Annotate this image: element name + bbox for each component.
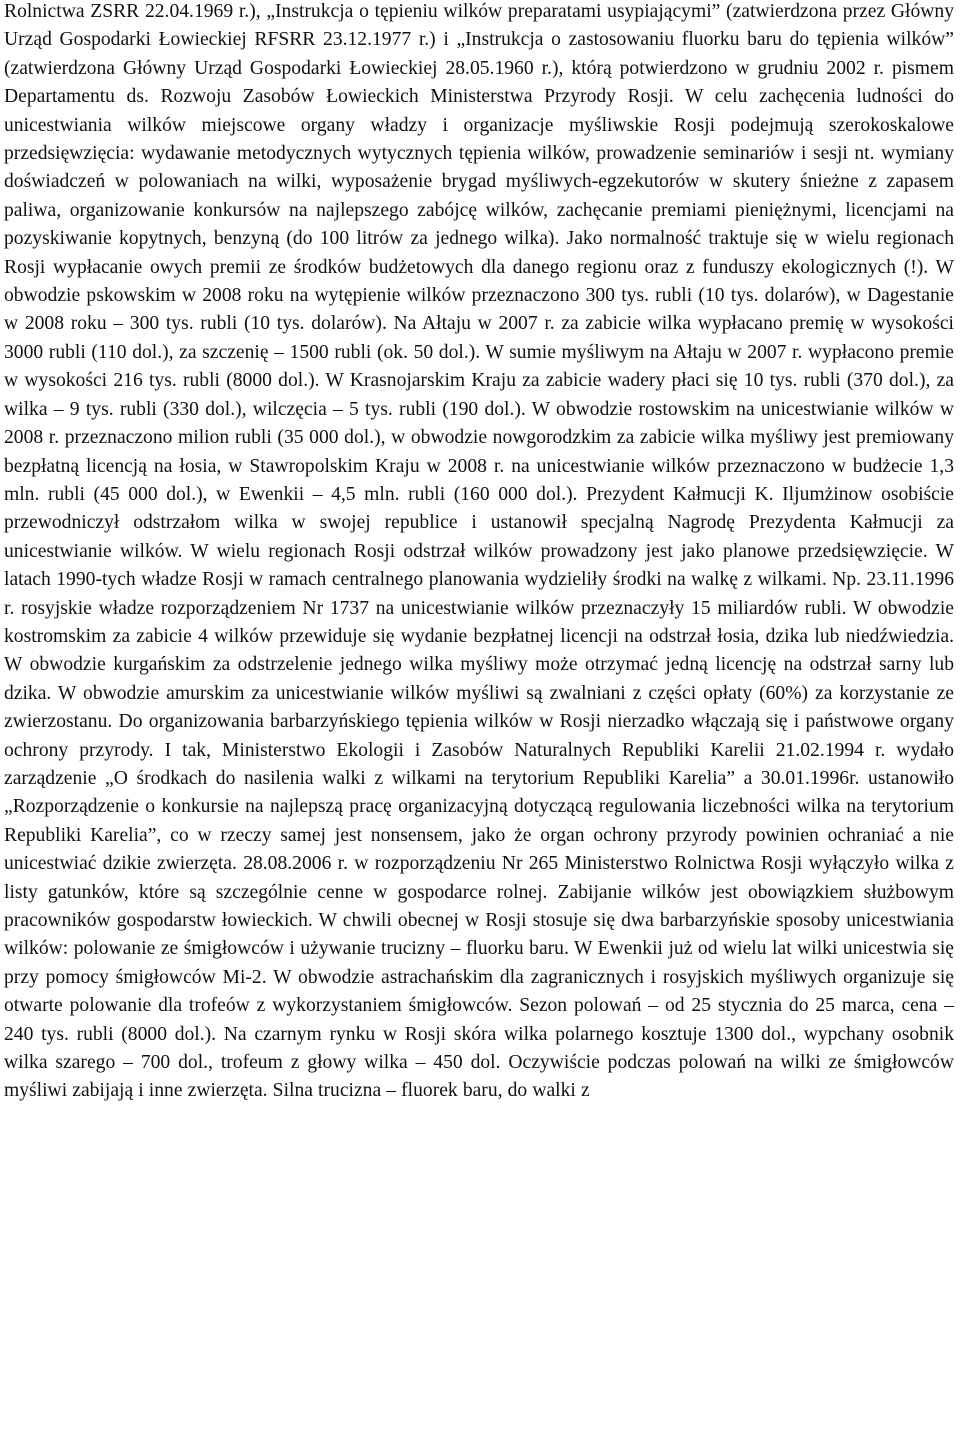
- body-paragraph: Rolnictwa ZSRR 22.04.1969 r.), „Instrukcja o tępieniu wilków preparatami usypiającymi” (zatwierdzona przez Główny Urząd Gospodarki Łowieckiej RFSRR 23.12.1977 r.) i „Instrukcja o zastosowaniu fluorku baru do tępienia wilków” (zatwierdzona Główny Urząd Gospodarki Łowieckiej 28.05.1960 r.), którą potwierdzono w grudniu 2002 r. pismem Departamentu ds. Rozwoju Zasobów Łowieckich Ministerstwa Przyrody Rosji. W celu zachęcenia ludności do unicestwiania wilków miejscowe organy władzy i organizacje myśliwskie Rosji podejmują szerokoskalowe przedsięwzięcia: wydawanie metodycznych wytycznych tępienia wilków, prowadzenie seminariów i sesji nt. wymiany doświadczeń w polowaniach na wilki, wyposażenie brygad myśliwych-egzekutorów w skutery śnieżne z zapasem paliwa, organizowanie konkursów na najlepszego zabójcę wilków, zachęcanie premiami pieniężnymi, licencjami na pozyskiwanie kopytnych, benzyną (do 100 litrów za jednego wilka). Jako normalność traktuje się w wielu regionach Rosji wypłacanie owych premii ze środków budżetowych dla danego regionu oraz z funduszy ekologicznych (!). W obwodzie pskowskim w 2008 roku na wytępienie wilków przeznaczono 300 tys. rubli (10 tys. dolarów), w Dagestanie w 2008 roku – 300 tys. rubli (10 tys. dolarów). Na Ałtaju w 2007 r. za zabicie wilka wypłacano premię w wysokości 3000 rubli (110 dol.), za szczenię – 1500 rubli (ok. 50 dol.). W sumie myśliwym na Ałtaju w 2007 r. wypłacono premie w wysokości 216 tys. rubli (8000 dol.). W Krasnojarskim Kraju za zabicie wadery płaci się 10 tys. rubli (370 dol.), za wilka – 9 tys. rubli (330 dol.), wilczęcia – 5 tys. rubli (190 dol.). W obwodzie rostowskim na unicestwianie wilków w 2008 r. przeznaczono milion rubli (35 000 dol.), w obwodzie nowgorodzkim za zabicie wilka myśliwy jest premiowany bezpłatną licencją na łosia, w Stawropolskim Kraju w 2008 r. na unicestwianie wilków przeznaczono w budżecie 1,3 mln. rubli (45 000 dol.), w Ewenkii – 4,5 mln. rubli (160 000 dol.). Prezydent Kałmucji K. Iljumżinow osobiście przewodniczył odstrzałom wilka w swojej republice i ustanowił specjalną Nagrodę Prezydenta Kałmucji za unicestwianie wilków. W wielu regionach Rosji odstrzał wilków prowadzony jest jako planowe przedsięwzięcie. W latach 1990-tych władze Rosji w ramach centralnego planowania wydzieliły środki na walkę z wilkami. Np. 23.11.1996 r. rosyjskie władze rozporządzeniem Nr 1737 na unicestwianie wilków przeznaczyły 15 miliardów rubli. W obwodzie kostromskim za zabicie 4 wilków przewiduje się wydanie bezpłatnej licencji na odstrzał łosia, dzika lub niedźwiedzia. W obwodzie kurgańskim za odstrzelenie jednego wilka myśliwy może otrzymać jedną licencję na odstrzał sarny lub dzika. W obwodzie amurskim za unicestwianie wilków myśliwi są zwalniani z części opłaty (60%) za korzystanie ze zwierzostanu. Do organizowania barbarzyńskiego tępienia wilków w Rosji nierzadko włączają się i państwowe organy ochrony przyrody. I tak, Ministerstwo Ekologii i Zasobów Naturalnych Republiki Karelii 21.02.1994 r. wydało zarządzenie „O środkach do nasilenia walki z wilkami na terytorium Republiki Karelia” a 30.01.1996r. ustanowiło „Rozporządzenie o konkursie na najlepszą pracę organizacyjną dotyczącą regulowania liczebności wilka na terytorium Republiki Karelia”, co w rzeczy samej jest nonsensem, jako że organ ochrony przyrody powinien ochraniać a nie unicestwiać dzikie zwierzęta. 28.08.2006 r. w rozporządzeniu Nr 265 Ministerstwo Rolnictwa Rosji wyłączyło wilka z listy gatunków, które są szczególnie cenne w gospodarce rolnej. Zabijanie wilków jest obowiązkiem służbowym pracowników gospodarstw łowieckich. W chwili obecnej w Rosji stosuje się dwa barbarzyńskie sposoby unicestwiania wilków: polowanie ze śmigłowców i używanie trucizny – fluorku baru. W Ewenkii już od wielu lat wilki unicestwia się przy pomocy śmigłowców Mi-2. W obwodzie astrachańskim dla zagranicznych i rosyjskich myśliwych organizuje się otwarte polowanie dla trofeów z wykorzystaniem śmigłowców. Sezon polowań – od 25 stycznia do 25 marca, cena – 240 tys. rubli (8000 dol.). Na czarnym rynku w Rosji skóra wilka polarnego kosztuje 1300 dol., wypchany osobnik wilka szarego – 700 dol., trofeum z głowy wilka – 450 dol. Oczywiście podczas polowań na wilki ze śmigłowców myśliwi zabijają i inne zwierzęta. Silna trucizna – fluorek baru, do walki z: [4, 1, 954, 1102]
- document-page: [4, 0, 954, 1106]
